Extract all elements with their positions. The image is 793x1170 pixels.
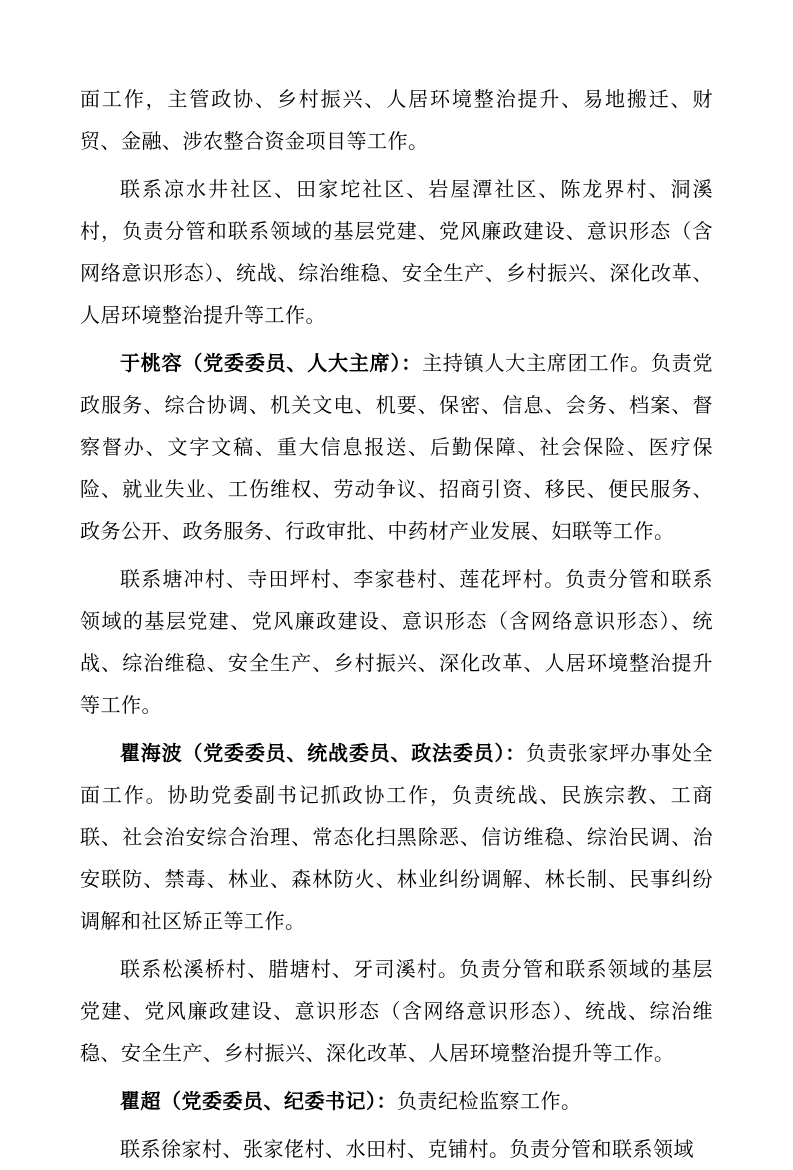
paragraph: [80, 948, 713, 1074]
paragraph-text: 负责纪检监察工作。: [397, 1089, 582, 1113]
paragraph: [80, 168, 713, 336]
paragraph-text: 主持镇人大主席团工作。负责党政服务、综合协调、机关文电、机要、保密、信息、会务、档案、督察督办、文字文稿、重大信息报送、后勤保障、社会保险、医疗保险、就业失业、工伤维权、劳动争议、招商引资、移民、便民服务、政务公开、政务服务、行政审批、中药材产业发展、妇联等工作。: [80, 351, 714, 543]
paragraph-text: 联系凉水井社区、田家坨社区、岩屋潭社区、陈龙界村、洞溪村，负责分管和联系领域的基层党建、党风廉政建设、意识形态（含网络意识形态）、统战、综治维稳、安全生产、乡村振兴、深化改革、人居环境整治提升等工作。: [80, 177, 713, 327]
paragraph-label: 瞿海波（党委委员、统战委员、政法委员）：: [120, 741, 527, 765]
paragraph: [80, 342, 713, 552]
paragraph-label: 瞿超（党委委员、纪委书记）：: [120, 1089, 397, 1113]
paragraph: [80, 1128, 713, 1170]
paragraph-text: 负责张家坪办事处全面工作。协助党委副书记抓政协工作，负责统战、民族宗教、工商联、社会治安综合治理、常态化扫黑除恶、信访维稳、综治民调、治安联防、禁毒、林业、森林防火、林业纠纷调解、林长制、民事纠纷调解和社区矫正等工作。: [80, 741, 714, 933]
paragraph-text: 联系松溪桥村、腊塘村、牙司溪村。负责分管和联系领域的基层党建、党风廉政建设、意识形态（含网络意识形态）、统战、综治维稳、安全生产、乡村振兴、深化改革、人居环境整治提升等工作。: [80, 957, 713, 1065]
paragraph: [80, 78, 713, 162]
paragraph-text: 面工作，主管政协、乡村振兴、人居环境整治提升、易地搬迁、财贸、金融、涉农整合资金项目等工作。: [80, 87, 713, 153]
paragraph: [80, 558, 713, 726]
paragraph: [80, 732, 713, 942]
paragraph-label: 于桃容（党委委员、人大主席）：: [120, 351, 423, 375]
paragraph: [80, 1080, 713, 1122]
paragraph-text: 联系徐家村、张家佬村、水田村、克铺村。负责分管和联系领域: [120, 1137, 694, 1161]
paragraph-text: 联系塘冲村、寺田坪村、李家巷村、莲花坪村。负责分管和联系领域的基层党建、党风廉政建设、意识形态（含网络意识形态）、统战、综治维稳、安全生产、乡村振兴、深化改革、人居环境整治提升等工作。: [80, 567, 713, 717]
